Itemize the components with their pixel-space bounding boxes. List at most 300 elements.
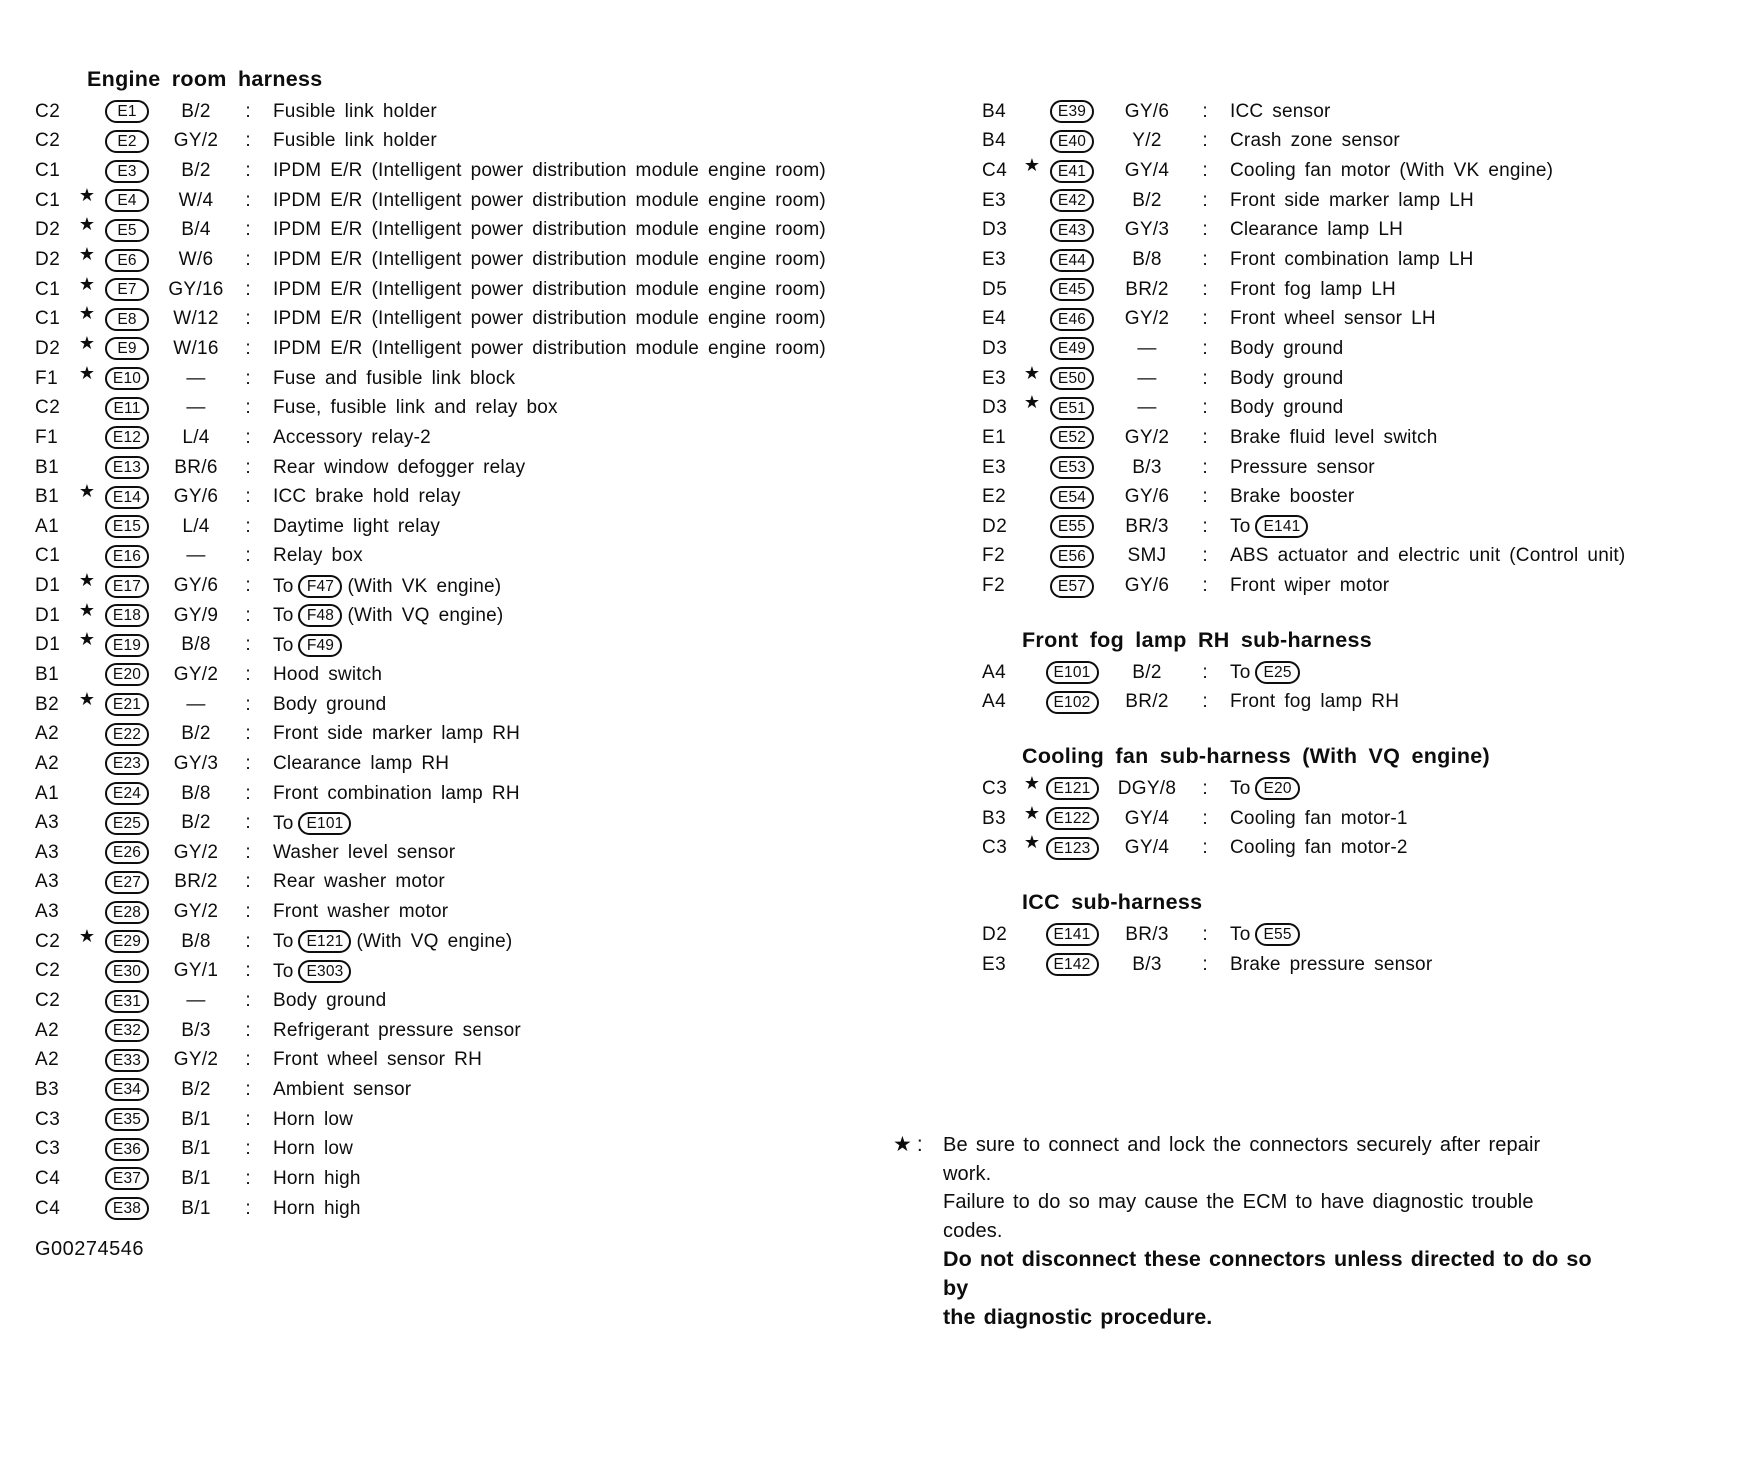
connector-description: Body ground — [1230, 367, 1344, 389]
connector-id-badge: E46 — [1050, 308, 1094, 331]
connector-id-badge: E16 — [105, 545, 149, 568]
wire-code: GY/6 — [173, 575, 219, 597]
grid-reference: D2 — [35, 249, 61, 271]
connector-id-badge: E54 — [1050, 486, 1094, 509]
connector-cell — [1042, 308, 1102, 331]
wire-code: L/4 — [182, 426, 210, 448]
wire-code: W/12 — [173, 308, 219, 330]
connector-cell — [97, 812, 157, 835]
grid-reference: E3 — [982, 189, 1007, 211]
grid-reference: C2 — [35, 130, 61, 152]
connector-cell — [1042, 456, 1102, 479]
wire-code: B/3 — [1132, 456, 1162, 478]
connector-id-badge: E13 — [105, 456, 149, 479]
colon-separator: : — [1202, 100, 1208, 122]
connector-cell — [1042, 777, 1102, 800]
connector-id-badge: E49 — [1050, 337, 1094, 360]
connector-row — [35, 571, 935, 601]
star-cell — [1014, 832, 1042, 859]
colon-separator: : — [245, 100, 251, 122]
connector-row — [35, 690, 935, 720]
harness-list-left-column — [35, 64, 935, 1223]
grid-reference: B4 — [982, 100, 1007, 122]
connector-description: ICC sensor — [1230, 100, 1331, 122]
connector-cell — [97, 1167, 157, 1190]
wire-code: B/8 — [181, 634, 211, 656]
connector-cell — [1042, 249, 1102, 272]
connector-id-badge: E14 — [105, 486, 149, 509]
section-title: Cooling fan sub-harness (With VQ engine) — [1022, 744, 1491, 769]
connector-cell — [1042, 189, 1102, 212]
grid-reference: D2 — [982, 515, 1008, 537]
star-cell — [69, 244, 97, 271]
connector-id-badge: E8 — [105, 308, 149, 331]
wire-code: B/3 — [1132, 953, 1162, 975]
grid-reference: C3 — [982, 777, 1008, 799]
star-icon: ★ — [1023, 392, 1040, 413]
connector-description: To F47 (With VK engine) — [273, 575, 502, 597]
connector-id-badge: E26 — [105, 841, 149, 864]
star-cell — [69, 481, 97, 508]
connector-description: Front side marker lamp RH — [273, 723, 521, 745]
connector-cell — [97, 249, 157, 272]
connector-row — [35, 1075, 935, 1105]
wire-code: GY/4 — [1124, 160, 1170, 182]
connector-row — [982, 542, 1732, 572]
colon-separator: : — [245, 189, 251, 211]
grid-reference: B3 — [35, 1078, 60, 1100]
connector-row — [35, 275, 935, 305]
grid-reference: D2 — [982, 923, 1008, 945]
connector-cell — [1042, 219, 1102, 242]
connector-row — [35, 393, 935, 423]
connector-id-badge: E4 — [105, 189, 149, 212]
connector-row — [35, 660, 935, 690]
colon-separator: : — [1202, 456, 1208, 478]
footnote — [893, 1131, 1593, 1332]
connector-cell — [97, 515, 157, 538]
connector-cell — [1042, 575, 1102, 598]
connector-id-badge: E53 — [1050, 456, 1094, 479]
connector-description: Cooling fan motor (With VK engine) — [1230, 160, 1554, 182]
colon-separator: : — [1202, 486, 1208, 508]
colon-separator: : — [245, 337, 251, 359]
connector-cell — [97, 901, 157, 924]
colon-separator: : — [245, 693, 251, 715]
colon-separator: : — [1202, 777, 1208, 799]
connector-cell — [1042, 130, 1102, 153]
connector-description: Accessory relay-2 — [273, 426, 431, 448]
connector-cell — [97, 130, 157, 153]
wire-code: B/1 — [181, 1108, 211, 1130]
connector-row — [982, 804, 1732, 834]
connector-row — [35, 216, 935, 246]
connector-description: Brake booster — [1230, 486, 1355, 508]
connector-id-badge: E25 — [105, 812, 149, 835]
connector-ref-badge: E55 — [1255, 923, 1299, 946]
connector-row — [35, 868, 935, 898]
connector-description: To E25 — [1218, 661, 1732, 684]
connector-description: IPDM E/R (Intelligent power distribution module engine room) — [273, 189, 826, 211]
connector-id-badge: E23 — [105, 752, 149, 775]
harness-section — [35, 64, 935, 1223]
connector-id-badge: E38 — [105, 1197, 149, 1220]
connector-row — [35, 1105, 935, 1135]
grid-reference: C2 — [35, 960, 61, 982]
connector-row — [982, 482, 1732, 512]
colon-separator: : — [245, 426, 251, 448]
wire-code: GY/6 — [1124, 575, 1170, 597]
grid-reference: C2 — [35, 930, 61, 952]
connector-id-badge: E9 — [105, 337, 149, 360]
grid-reference: D2 — [35, 219, 61, 241]
connector-cell — [97, 160, 157, 183]
colon-separator: : — [245, 663, 251, 685]
grid-reference: E3 — [982, 249, 1007, 271]
colon-separator: : — [245, 575, 251, 597]
connector-cell — [97, 841, 157, 864]
connector-id-badge: E29 — [105, 930, 149, 953]
connector-cell — [1042, 397, 1102, 420]
wire-code: L/4 — [182, 515, 210, 537]
connector-row — [35, 156, 935, 186]
connector-description: To E55 — [1218, 923, 1732, 946]
connector-cell — [97, 189, 157, 212]
connector-id-badge: E102 — [1046, 691, 1099, 714]
grid-reference: F2 — [982, 575, 1006, 597]
connector-cell — [97, 604, 157, 627]
wire-code: — — [186, 367, 206, 389]
connector-id-badge: E24 — [105, 782, 149, 805]
connector-description: Front fog lamp RH — [1230, 691, 1400, 713]
connector-cell — [97, 367, 157, 390]
colon-separator: : — [1202, 130, 1208, 152]
connector-ref-badge: E121 — [298, 930, 351, 953]
connector-cell — [97, 278, 157, 301]
grid-reference: D1 — [35, 575, 61, 597]
connector-id-badge: E57 — [1050, 575, 1094, 598]
colon-separator: : — [245, 367, 251, 389]
connector-cell — [97, 337, 157, 360]
connector-id-badge: E12 — [105, 426, 149, 449]
grid-reference: C1 — [35, 189, 61, 211]
colon-separator: : — [1202, 661, 1208, 683]
star-cell — [69, 629, 97, 656]
grid-reference: C4 — [35, 1197, 61, 1219]
connector-description: Horn low — [273, 1138, 354, 1160]
star-icon: ★ — [893, 1133, 912, 1156]
wire-code: W/4 — [178, 189, 214, 211]
grid-reference: A1 — [35, 782, 60, 804]
colon-separator: : — [1202, 308, 1208, 330]
grid-reference: C3 — [982, 837, 1008, 859]
star-icon: ★ — [78, 214, 95, 235]
footnote-line: Be sure to connect and lock the connectors securely after repair work. — [943, 1134, 1541, 1185]
star-cell — [69, 214, 97, 241]
wire-code: GY/4 — [1124, 807, 1170, 829]
grid-reference: E3 — [982, 456, 1007, 478]
grid-reference: E4 — [982, 308, 1007, 330]
wire-code: GY/3 — [173, 752, 219, 774]
connector-id-badge: E10 — [105, 367, 149, 390]
connector-description: Fuse and fusible link block — [273, 367, 516, 389]
star-icon: ★ — [1023, 362, 1040, 383]
connector-row — [35, 1046, 935, 1076]
connector-description: IPDM E/R (Intelligent power distribution module engine room) — [273, 160, 826, 182]
grid-reference: C1 — [35, 278, 61, 300]
harness-section — [982, 741, 1732, 863]
wire-code: BR/3 — [1125, 923, 1169, 945]
star-cell — [69, 303, 97, 330]
connector-row — [35, 719, 935, 749]
connector-row — [35, 542, 935, 572]
colon-separator: : — [1202, 160, 1208, 182]
connector-id-badge: E56 — [1050, 545, 1094, 568]
grid-reference: C2 — [35, 397, 61, 419]
wire-code: B/2 — [181, 160, 211, 182]
wire-code: GY/6 — [1124, 100, 1170, 122]
connector-row — [982, 334, 1732, 364]
star-cell — [1014, 772, 1042, 800]
connector-row — [35, 334, 935, 364]
connector-row — [982, 304, 1732, 334]
connector-cell — [1042, 337, 1102, 360]
colon-separator: : — [245, 1078, 251, 1100]
connector-row — [982, 688, 1732, 718]
footnote-text — [943, 1131, 1593, 1332]
grid-reference: C2 — [35, 990, 61, 1012]
wire-code: — — [186, 693, 206, 715]
star-icon: ★ — [1023, 155, 1040, 176]
connector-id-badge: E35 — [105, 1108, 149, 1131]
connector-id-badge: E22 — [105, 723, 149, 746]
star-cell — [69, 599, 97, 627]
star-cell — [69, 925, 97, 953]
connector-id-badge: E15 — [105, 515, 149, 538]
connector-id-badge: E50 — [1050, 367, 1094, 390]
colon-separator: : — [245, 1019, 251, 1041]
connector-description: IPDM E/R (Intelligent power distribution module engine room) — [273, 308, 826, 330]
connector-description: Front combination lamp LH — [1230, 249, 1474, 271]
star-icon: ★ — [78, 362, 95, 383]
grid-reference: C1 — [35, 545, 61, 567]
wire-code: BR/6 — [174, 456, 218, 478]
section-rows — [982, 774, 1732, 863]
connector-row — [35, 631, 935, 661]
grid-reference: F1 — [35, 367, 59, 389]
connector-row — [982, 453, 1732, 483]
connector-row — [35, 245, 935, 275]
connector-row — [982, 512, 1732, 542]
wire-code: B/8 — [181, 782, 211, 804]
connector-id-badge: E5 — [105, 219, 149, 242]
grid-reference: F2 — [982, 545, 1006, 567]
connector-cell — [97, 397, 157, 420]
connector-id-badge: E3 — [105, 160, 149, 183]
section-rows — [982, 97, 1732, 601]
connector-cell — [1042, 953, 1102, 976]
connector-row — [35, 601, 935, 631]
star-cell — [69, 332, 97, 360]
wire-code: W/6 — [178, 249, 214, 271]
connector-cell — [97, 723, 157, 746]
connector-cell — [97, 1078, 157, 1101]
connector-description: Relay box — [273, 545, 363, 567]
colon-separator: : — [245, 278, 251, 300]
star-icon: ★ — [78, 481, 95, 502]
grid-reference: A3 — [35, 841, 60, 863]
colon-separator: : — [245, 486, 251, 508]
colon-separator: : — [916, 1133, 923, 1156]
star-icon: ★ — [78, 273, 95, 294]
connector-row — [982, 950, 1732, 980]
wire-code: B/2 — [1132, 661, 1162, 683]
colon-separator: : — [245, 990, 251, 1012]
connector-cell — [97, 1108, 157, 1131]
connector-row — [982, 423, 1732, 453]
connector-description: Cooling fan motor-1 — [1230, 807, 1408, 829]
footnote-line: Failure to do so may cause the ECM to have diagnostic trouble codes. — [943, 1191, 1534, 1242]
connector-row — [982, 156, 1732, 186]
star-icon: ★ — [1023, 772, 1040, 793]
connector-ref-badge: E25 — [1255, 661, 1299, 684]
wire-code: GY/2 — [1124, 426, 1170, 448]
footnote-star-cell — [893, 1131, 943, 1160]
wire-code: B/2 — [181, 1078, 211, 1100]
grid-reference: B2 — [35, 693, 60, 715]
connector-id-badge: E42 — [1050, 189, 1094, 212]
section-rows — [982, 658, 1732, 717]
colon-separator: : — [245, 723, 251, 745]
connector-id-badge: E36 — [105, 1138, 149, 1161]
colon-separator: : — [245, 1197, 251, 1219]
star-icon: ★ — [78, 629, 95, 650]
connector-id-badge: E7 — [105, 278, 149, 301]
connector-id-badge: E27 — [105, 871, 149, 894]
wire-code: B/1 — [181, 1197, 211, 1219]
wire-code: — — [1137, 367, 1157, 389]
connector-cell — [97, 1197, 157, 1220]
connector-cell — [1042, 837, 1102, 860]
wire-code: B/2 — [181, 100, 211, 122]
colon-separator: : — [245, 1049, 251, 1071]
connector-id-badge: E43 — [1050, 219, 1094, 242]
connector-cell — [1042, 515, 1102, 538]
connector-id-badge: E121 — [1046, 777, 1099, 800]
connector-description: Cooling fan motor-2 — [1230, 837, 1408, 859]
grid-reference: C2 — [35, 100, 61, 122]
wire-code: B/1 — [181, 1138, 211, 1160]
connector-id-badge: E40 — [1050, 130, 1094, 153]
wire-code: GY/2 — [173, 663, 219, 685]
grid-reference: F1 — [35, 426, 59, 448]
colon-separator: : — [245, 604, 251, 626]
section-title: Front fog lamp RH sub-harness — [1022, 627, 1373, 652]
connector-cell — [97, 990, 157, 1013]
star-icon: ★ — [78, 599, 95, 620]
connector-id-badge: E11 — [105, 397, 149, 420]
harness-section — [982, 625, 1732, 717]
wire-code: — — [1137, 337, 1157, 359]
wire-code: BR/2 — [174, 871, 218, 893]
connector-description: Fusible link holder — [273, 100, 437, 122]
connector-description: ABS actuator and electric unit (Control unit) — [1230, 545, 1626, 567]
colon-separator: : — [1202, 691, 1208, 713]
connector-description: Hood switch — [273, 663, 383, 685]
section-title: Engine room harness — [87, 67, 323, 91]
connector-row — [982, 97, 1732, 127]
colon-separator: : — [1202, 426, 1208, 448]
connector-ref-badge: E141 — [1255, 515, 1308, 538]
grid-reference: A3 — [35, 901, 60, 923]
grid-reference: B3 — [982, 807, 1007, 829]
grid-reference: A4 — [982, 691, 1007, 713]
grid-reference: A2 — [35, 723, 60, 745]
connector-cell — [97, 456, 157, 479]
colon-separator: : — [1202, 953, 1208, 975]
connector-row — [35, 453, 935, 483]
connector-row — [35, 1164, 935, 1194]
colon-separator: : — [245, 752, 251, 774]
connector-row — [35, 838, 935, 868]
connector-description: Rear washer motor — [273, 871, 445, 893]
colon-separator: : — [245, 812, 251, 834]
grid-reference: D1 — [35, 604, 61, 626]
connector-row — [982, 364, 1732, 394]
connector-ref-badge: F48 — [298, 604, 342, 627]
connector-cell — [97, 426, 157, 449]
connector-id-badge: E34 — [105, 1078, 149, 1101]
wire-code: GY/6 — [173, 486, 219, 508]
connector-id-badge: E55 — [1050, 515, 1094, 538]
figure-id: G00274546 — [35, 1238, 145, 1260]
connector-cell — [97, 1019, 157, 1042]
harness-list-right-column — [982, 97, 1732, 979]
connector-cell — [1042, 100, 1102, 123]
connector-id-badge: E45 — [1050, 278, 1094, 301]
wire-code: GY/2 — [173, 841, 219, 863]
connector-description: Fuse, fusible link and relay box — [273, 397, 558, 419]
connector-description: Horn high — [273, 1167, 361, 1189]
connector-description: To F49 — [261, 634, 935, 657]
wire-code: Y/2 — [1132, 130, 1162, 152]
footnote-line: the diagnostic procedure. — [943, 1305, 1213, 1329]
connector-cell — [97, 634, 157, 657]
wire-code: GY/2 — [1124, 308, 1170, 330]
connector-cell — [97, 1049, 157, 1072]
colon-separator: : — [1202, 545, 1208, 567]
wire-code: BR/2 — [1125, 691, 1169, 713]
connector-row — [35, 957, 935, 987]
connector-row — [982, 774, 1732, 804]
grid-reference: B1 — [35, 456, 60, 478]
wire-code: — — [1137, 397, 1157, 419]
connector-cell — [1042, 545, 1102, 568]
connector-description: To E141 — [1218, 515, 1732, 538]
footnote-line: Do not disconnect these connectors unless directed to do so by — [943, 1247, 1592, 1300]
colon-separator: : — [1202, 189, 1208, 211]
grid-reference: C4 — [35, 1167, 61, 1189]
connector-ref-badge: E20 — [1255, 777, 1299, 800]
connector-row — [35, 897, 935, 927]
colon-separator: : — [1202, 337, 1208, 359]
connector-description: Fusible link holder — [273, 130, 437, 152]
star-cell — [69, 570, 97, 597]
connector-cell — [97, 219, 157, 242]
connector-row — [35, 749, 935, 779]
star-cell — [1014, 362, 1042, 390]
connector-id-badge: E141 — [1046, 923, 1099, 946]
